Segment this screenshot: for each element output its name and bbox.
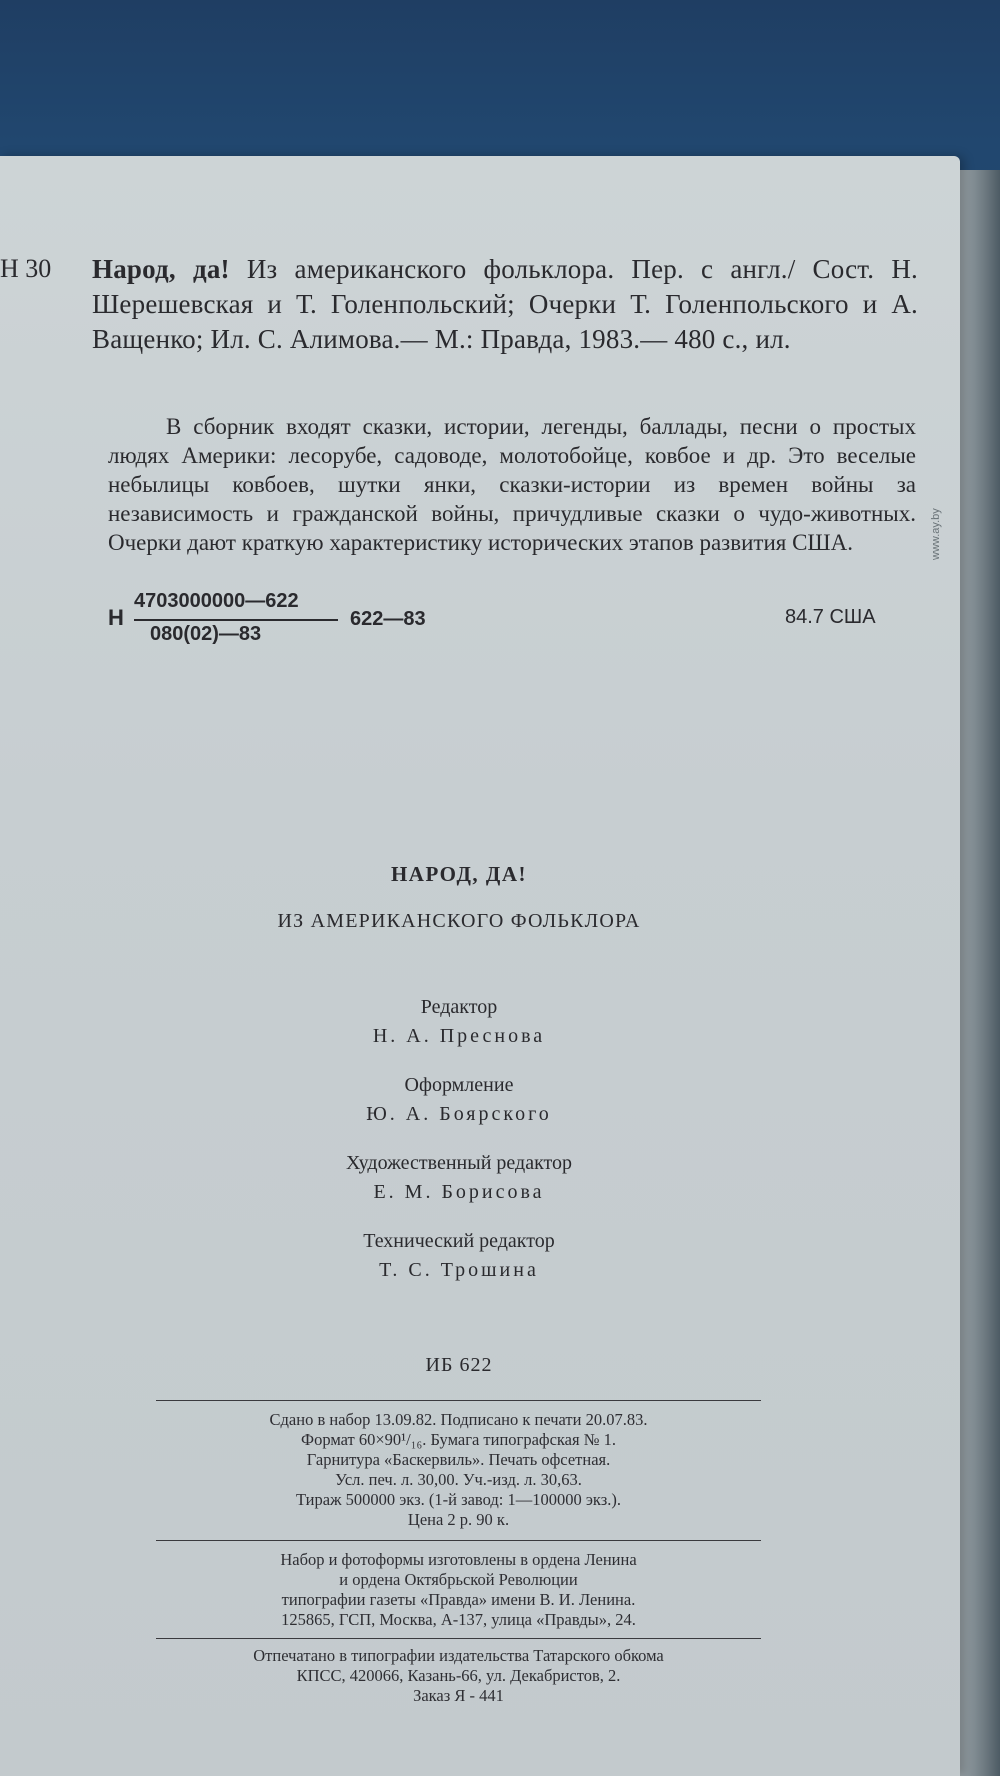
- watermark: www.ay.by: [930, 508, 942, 560]
- imprint-print-data: [156, 1410, 761, 1530]
- imprint-line: типографии газеты «Правда» имени В. И. Ленина.: [281, 1590, 636, 1609]
- isbn-prefix: Н: [108, 605, 124, 630]
- credit-role: Оформление: [404, 1074, 514, 1096]
- entry-details: Из американского фольклора. Пер. с англ./ Сост. Н. Шерешевская и Т. Голенпольский; Очерки Т. Голенпольского и А. Ващенко; Ил. С. Алимова.— М.: Правда, 1983.— 480 с., ил.: [92, 254, 918, 354]
- isbn-numerator: 4703000000—622: [134, 590, 299, 612]
- imprint-line: Тираж 500000 экз. (1-й завод: 1—100000 экз.).: [296, 1490, 621, 1509]
- isbn-denominator: 080(02)—83: [150, 623, 262, 645]
- udc-code: 84.7 США: [785, 606, 876, 628]
- imprint-line: Заказ Я - 441: [413, 1686, 504, 1705]
- isbn-fraction-line: [134, 619, 338, 621]
- imprint-line: Отпечатано в типографии издательства Татарского обкома: [253, 1646, 664, 1665]
- bibliographic-entry: [92, 252, 918, 357]
- credit-role: Редактор: [420, 996, 498, 1018]
- imprint-line: Набор и фотоформы изготовлены в ордена Ленина: [280, 1550, 637, 1569]
- credit-role: Технический редактор: [363, 1230, 555, 1252]
- imprint-line: Сдано в набор 13.09.82. Подписано к печати 20.07.83.: [269, 1410, 648, 1429]
- book-page: [0, 156, 960, 1776]
- imprint-line: КПСС, 420066, Казань-66, ул. Декабристов, 2.: [296, 1666, 621, 1685]
- credit-name: Т. С. Трошина: [379, 1259, 539, 1281]
- ib-number: ИБ 622: [425, 1354, 493, 1376]
- divider: [156, 1540, 761, 1541]
- book-subtitle: ИЗ АМЕРИКАНСКОГО ФОЛЬКЛОРА: [277, 910, 641, 932]
- imprint-line: Цена 2 р. 90 к.: [407, 1510, 510, 1529]
- page-edge: [960, 170, 1000, 1776]
- imprint-line: Гарнитура «Баскервиль». Печать офсетная.: [306, 1450, 611, 1469]
- imprint-line: Усл. печ. л. 30,00. Уч.-изд. л. 30,63.: [335, 1470, 582, 1489]
- annotation: В сборник входят сказки, истории, легенды, баллады, песни о простых людях Америки: лесорубе, садоводе, молотобойце, ковбое и др. Это веселые небылицы ковбоев, шутки янки, сказки-истории из времен войны за независимость и гражданской войны, причудливые сказки о чудо-животных. Очерки дают краткую характеристику исторических этапов развития США.: [108, 414, 916, 555]
- divider: [156, 1638, 761, 1639]
- credit-name: Ю. А. Боярского: [366, 1103, 552, 1125]
- imprint-line: 125865, ГСП, Москва, А-137, улица «Правды», 24.: [281, 1610, 636, 1629]
- entry-title: Народ, да!: [92, 254, 230, 284]
- imprint-line: Формат 60×90¹/₁₆. Бумага типографская № 1.: [301, 1430, 616, 1449]
- credit-name: Н. А. Преснова: [372, 1025, 546, 1047]
- catalog-code: Н 30: [0, 254, 52, 283]
- isbn-suffix: 622—83: [350, 608, 426, 630]
- credit-name: Е. М. Борисова: [373, 1181, 545, 1203]
- book-title: НАРОД, ДА!: [390, 862, 528, 886]
- divider: [156, 1400, 761, 1401]
- credit-role: Художественный редактор: [346, 1152, 572, 1174]
- imprint-line: и ордена Октябрьской Революции: [339, 1570, 578, 1589]
- imprint-printing: [156, 1646, 761, 1706]
- imprint-typesetting: [156, 1550, 761, 1630]
